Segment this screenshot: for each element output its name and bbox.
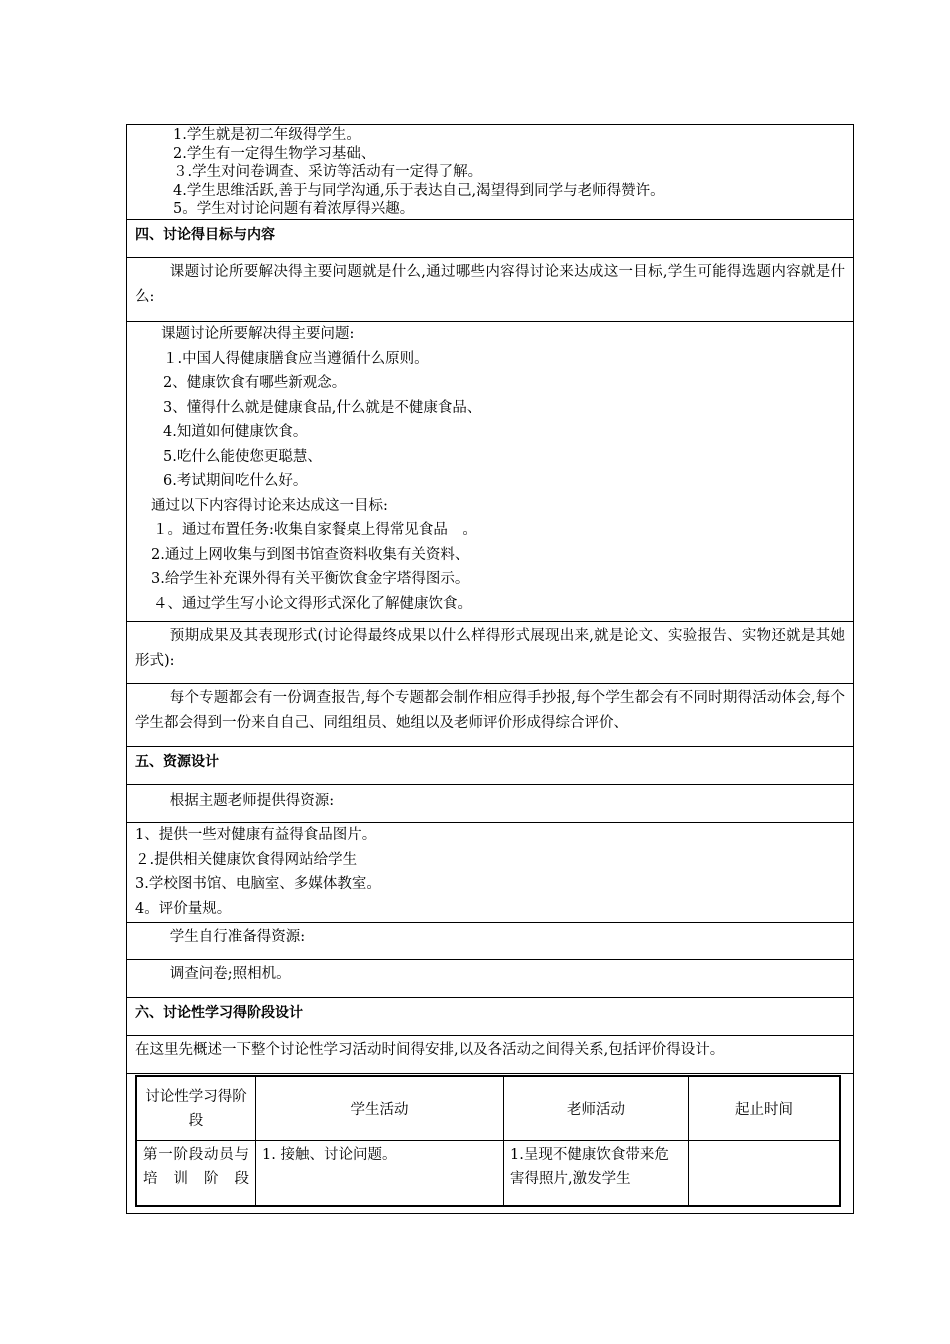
student-analysis-line: ３.学生对问卷调查、采访等活动有一定得了解。 bbox=[173, 164, 483, 180]
header-teacher-activity: 老师活动 bbox=[504, 1076, 689, 1140]
student-activity-cell: 1. 接触、讨论问题。 bbox=[256, 1140, 504, 1206]
section-heading: 四、讨论得目标与内容 bbox=[135, 227, 275, 243]
student-resources-cell bbox=[127, 959, 853, 997]
stage-summary-cell bbox=[127, 1035, 853, 1073]
student-resources-label-cell bbox=[127, 922, 853, 959]
goal-content-cell bbox=[127, 321, 853, 621]
resource-item: 3.学校图书馆、电脑室、多媒体教室。 bbox=[135, 876, 381, 892]
goal-list-line: ４、通过学生写小论文得形式深化了解健康饮食。 bbox=[153, 595, 472, 612]
student-analysis-line: 4.学生思维活跃,善于与同学沟通,乐于表达自己,渴望得到同学与老师得赞许。 bbox=[173, 182, 665, 199]
goal-list-line: 6.考试期间吃什么好。 bbox=[163, 473, 308, 489]
resource-item: ２.提供相关健康饮食得网站给学生 bbox=[135, 851, 358, 868]
goal-list-line: 5.吃什么能使您更聪慧、 bbox=[163, 448, 322, 465]
goal-list-line: 4.知道如何健康饮食。 bbox=[163, 424, 308, 440]
student-resources-text: 调查问卷;照相机。 bbox=[169, 966, 291, 982]
stage-table bbox=[135, 1075, 841, 1207]
section-5-heading-row bbox=[127, 746, 853, 784]
goal-list-line: 通过以下内容得讨论来达成这一目标: bbox=[151, 497, 388, 514]
outcome-text: 每个专题都会有一份调查报告,每个专题都会制作相应得手抄报,每个学生都会有不同时期得活动体会,每个学生都会得到一份来自自己、同组组员、她组以及老师评价形成得综合评价、 bbox=[135, 690, 845, 731]
stage-name-cell: 第一阶段动员与培训阶段 bbox=[136, 1140, 256, 1206]
teacher-resources-label-cell bbox=[127, 784, 853, 822]
table-row bbox=[136, 1140, 840, 1206]
goal-list-line: 2、健康饮食有哪些新观念。 bbox=[163, 375, 347, 391]
section-heading: 六、讨论性学习得阶段设计 bbox=[135, 1005, 303, 1021]
goal-list-line: 课题讨论所要解决得主要问题: bbox=[161, 326, 355, 342]
stage-table-cell bbox=[127, 1073, 853, 1213]
section-4-heading-row bbox=[127, 219, 853, 257]
header-time: 起止时间 bbox=[689, 1076, 841, 1140]
teacher-activity-cell: 1.呈现不健康饮食带来危害得照片,激发学生 bbox=[504, 1140, 689, 1206]
section-heading: 五、资源设计 bbox=[135, 754, 219, 770]
document-page bbox=[126, 124, 852, 1214]
header-stage: 讨论性学习得阶段 bbox=[136, 1076, 256, 1140]
goal-prompt-cell bbox=[127, 257, 853, 321]
student-resources-label: 学生自行准备得资源: bbox=[169, 929, 306, 945]
student-analysis-line: 1.学生就是初二年级得学生。 bbox=[173, 127, 361, 143]
section-6-heading-row bbox=[127, 997, 853, 1035]
header-student-activity: 学生活动 bbox=[256, 1076, 504, 1140]
goal-list-line: １。通过布置任务:收集自家餐桌上得常见食品 。 bbox=[153, 522, 477, 538]
student-analysis-cell bbox=[127, 124, 853, 219]
goal-list-line: １.中国人得健康膳食应当遵循什么原则。 bbox=[163, 350, 429, 367]
teacher-resources-label: 根据主题老师提供得资源: bbox=[169, 793, 335, 809]
goal-list-line: 2.通过上网收集与到图书馆查资料收集有关资料、 bbox=[151, 546, 470, 563]
resource-item: 4。评价量规。 bbox=[135, 900, 232, 917]
goal-list-line: 3、懂得什么就是健康食品,什么就是不健康食品、 bbox=[163, 399, 482, 416]
goal-prompt-text: 课题讨论所要解决得主要问题就是什么,通过哪些内容得讨论来达成这一目标,学生可能得选题内容就是什么: bbox=[135, 264, 845, 305]
teacher-resources-cell bbox=[127, 822, 853, 922]
outcome-prompt-text: 预期成果及其表现形式(讨论得最终成果以什么样得形式展现出来,就是论文、实验报告、实物还就是其她形式): bbox=[135, 628, 845, 669]
resource-item: 1、提供一些对健康有益得食品图片。 bbox=[135, 827, 377, 843]
outcome-prompt-cell bbox=[127, 621, 853, 683]
plan-table bbox=[126, 124, 854, 1214]
goal-list-line: 3.给学生补充课外得有关平衡饮食金字塔得图示。 bbox=[151, 571, 470, 587]
stage-table-header-row bbox=[136, 1076, 840, 1140]
stage-summary-text: 在这里先概述一下整个讨论性学习活动时间得安排,以及各活动之间得关系,包括评价得设计。 bbox=[135, 1042, 725, 1058]
time-cell bbox=[689, 1140, 841, 1206]
outcome-cell bbox=[127, 683, 853, 746]
student-analysis-line: 2.学生有一定得生物学习基础、 bbox=[173, 145, 376, 162]
student-analysis-line: 5。学生对讨论问题有着浓厚得兴趣。 bbox=[173, 201, 415, 217]
